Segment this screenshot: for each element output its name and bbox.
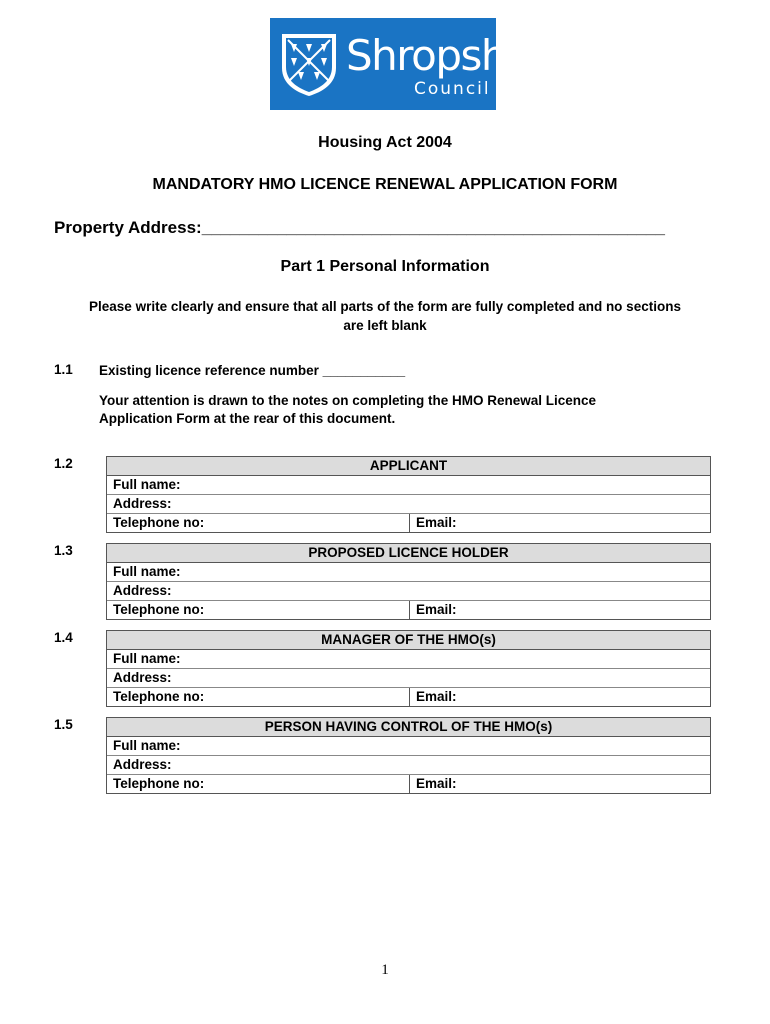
section-number: 1.3	[54, 543, 73, 558]
telephone-field[interactable]	[107, 513, 710, 532]
council-crest-icon	[280, 32, 338, 98]
full-name-field[interactable]	[107, 563, 710, 581]
full-name-field[interactable]	[107, 650, 710, 668]
notice-line-2: Application Form at the rear of this document.	[99, 411, 396, 426]
section-heading: APPLICANT	[107, 457, 710, 476]
instructions-text: Please write clearly and ensure that all parts of the form are fully completed and no sections are left blank	[89, 299, 681, 333]
address-field[interactable]	[107, 494, 710, 513]
licence-reference-field[interactable]: Existing licence reference number ___________	[99, 363, 406, 378]
full-name-field[interactable]	[107, 476, 710, 494]
address-field[interactable]	[107, 668, 710, 687]
section-number: 1.2	[54, 456, 73, 471]
logo-subtitle: Council	[414, 79, 491, 99]
person-in-control-box	[106, 717, 711, 794]
section-number: 1.4	[54, 630, 73, 645]
telephone-label: Telephone no:	[113, 689, 205, 704]
section-heading: PROPOSED LICENCE HOLDER	[107, 544, 710, 563]
telephone-field[interactable]	[107, 774, 710, 793]
form-title: MANDATORY HMO LICENCE RENEWAL APPLICATION FORM	[152, 176, 618, 193]
telephone-field[interactable]	[107, 600, 710, 619]
address-label: Address:	[113, 757, 172, 772]
shropshire-council-logo	[270, 18, 556, 110]
telephone-label: Telephone no:	[113, 776, 205, 791]
part-heading: Part 1 Personal Information	[280, 258, 490, 275]
email-field[interactable]	[409, 514, 457, 532]
telephone-label: Telephone no:	[113, 515, 205, 530]
applicant-box	[106, 456, 711, 533]
notice-line-1: Your attention is drawn to the notes on completing the HMO Renewal Licence	[99, 393, 597, 408]
section-number: 1.5	[54, 717, 73, 732]
email-label: Email:	[416, 515, 457, 530]
address-label: Address:	[113, 670, 172, 685]
page-number: 1	[381, 962, 389, 978]
full-name-label: Full name:	[113, 651, 181, 666]
manager-box	[106, 630, 711, 707]
instructions	[80, 297, 690, 335]
section-heading: MANAGER OF THE HMO(s)	[107, 631, 710, 650]
address-label: Address:	[113, 496, 172, 511]
address-field[interactable]	[107, 755, 710, 774]
email-label: Email:	[416, 602, 457, 617]
email-field[interactable]	[409, 688, 457, 706]
section-heading: PERSON HAVING CONTROL OF THE HMO(s)	[107, 718, 710, 737]
email-field[interactable]	[409, 775, 457, 793]
address-label: Address:	[113, 583, 172, 598]
item-number: 1.1	[54, 362, 73, 377]
licence-holder-box	[106, 543, 711, 620]
logo-wordmark: Shropshire	[346, 31, 556, 80]
act-title: Housing Act 2004	[318, 134, 452, 151]
telephone-field[interactable]	[107, 687, 710, 706]
property-address-field[interactable]: Property Address:_________________________________________________	[54, 218, 665, 237]
full-name-label: Full name:	[113, 564, 181, 579]
email-field[interactable]	[409, 601, 457, 619]
full-name-label: Full name:	[113, 738, 181, 753]
full-name-label: Full name:	[113, 477, 181, 492]
telephone-label: Telephone no:	[113, 602, 205, 617]
address-field[interactable]	[107, 581, 710, 600]
email-label: Email:	[416, 689, 457, 704]
full-name-field[interactable]	[107, 737, 710, 755]
email-label: Email:	[416, 776, 457, 791]
